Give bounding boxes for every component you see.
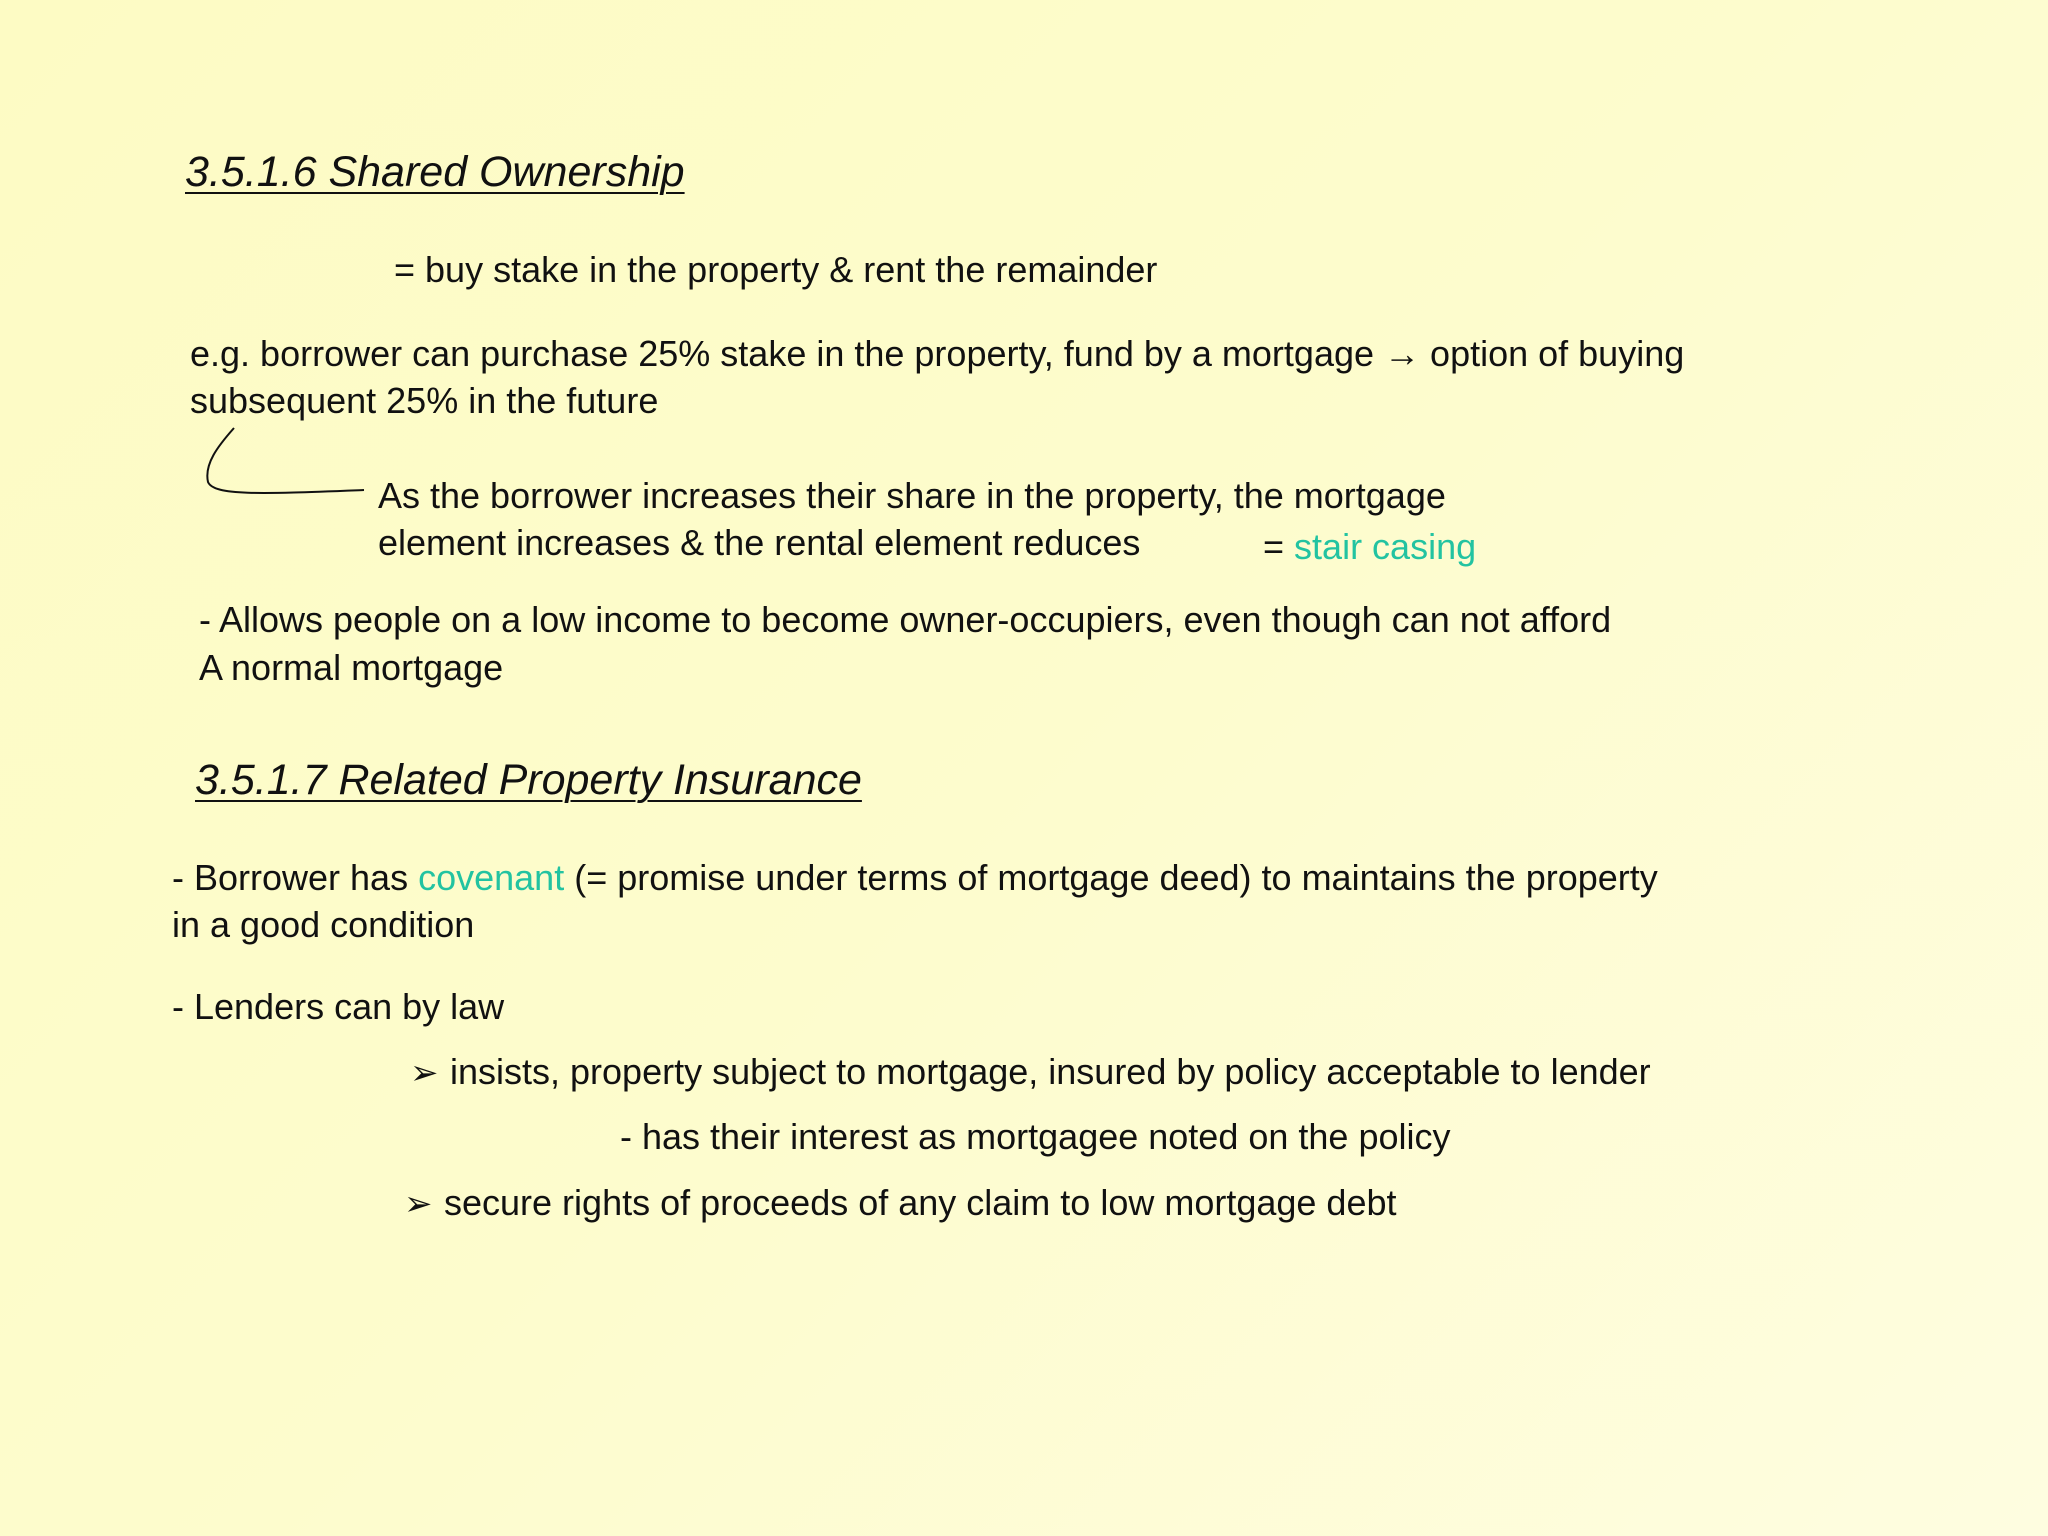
- definition-text: = buy stake in the property & rent the remainder: [394, 249, 1158, 290]
- example-line-1: [190, 330, 1684, 378]
- bullet-insure-policy-text: insists, property subject to mortgage, insured by policy acceptable to lender: [450, 1051, 1651, 1092]
- covenant-term: covenant: [418, 857, 565, 898]
- staircasing-note-line-2: element increases & the rental element reduces: [378, 522, 1141, 563]
- low-income-point-line-1: - Allows people on a low income to become owner-occupiers, even though can not afford: [199, 599, 1612, 640]
- covenant-line-1: [172, 854, 1658, 902]
- example-text-post: option of buying: [1430, 333, 1685, 374]
- covenant-line-2: in a good condition: [172, 904, 475, 945]
- equals-sign: =: [1263, 526, 1285, 567]
- arrow-right-icon: →: [1384, 333, 1421, 374]
- section-heading-shared-ownership: 3.5.1.6 Shared Ownership: [185, 148, 685, 196]
- connector-curve-icon: [200, 420, 370, 500]
- covenant-text-post: (= promise under terms of mortgage deed) to maintains the property: [574, 857, 1658, 898]
- stair-casing-term: stair casing: [1294, 526, 1477, 567]
- arrowhead-bullet-icon: ➢: [404, 1185, 433, 1223]
- covenant-text-pre: - Borrower has: [172, 857, 409, 898]
- staircasing-note-line-1: As the borrower increases their share in the property, the mortgage: [378, 475, 1446, 516]
- example-text-pre: e.g. borrower can purchase 25% stake in the property, fund by a mortgage: [190, 333, 1375, 374]
- section-heading-related-property-insurance: 3.5.1.7 Related Property Insurance: [195, 756, 862, 804]
- bullet-interest-noted: - has their interest as mortgagee noted on the policy: [620, 1116, 1451, 1157]
- staircasing-term-line: [1263, 523, 1476, 571]
- bullet-secure-rights: [404, 1179, 1397, 1228]
- lenders-intro: - Lenders can by law: [172, 986, 505, 1027]
- bullet-secure-rights-text: secure rights of proceeds of any claim to low mortgage debt: [444, 1182, 1397, 1223]
- low-income-point-line-2: A normal mortgage: [199, 647, 504, 688]
- bullet-insure-policy: [410, 1048, 1651, 1097]
- arrowhead-bullet-icon: ➢: [410, 1054, 439, 1092]
- example-line-2: subsequent 25% in the future: [190, 380, 659, 421]
